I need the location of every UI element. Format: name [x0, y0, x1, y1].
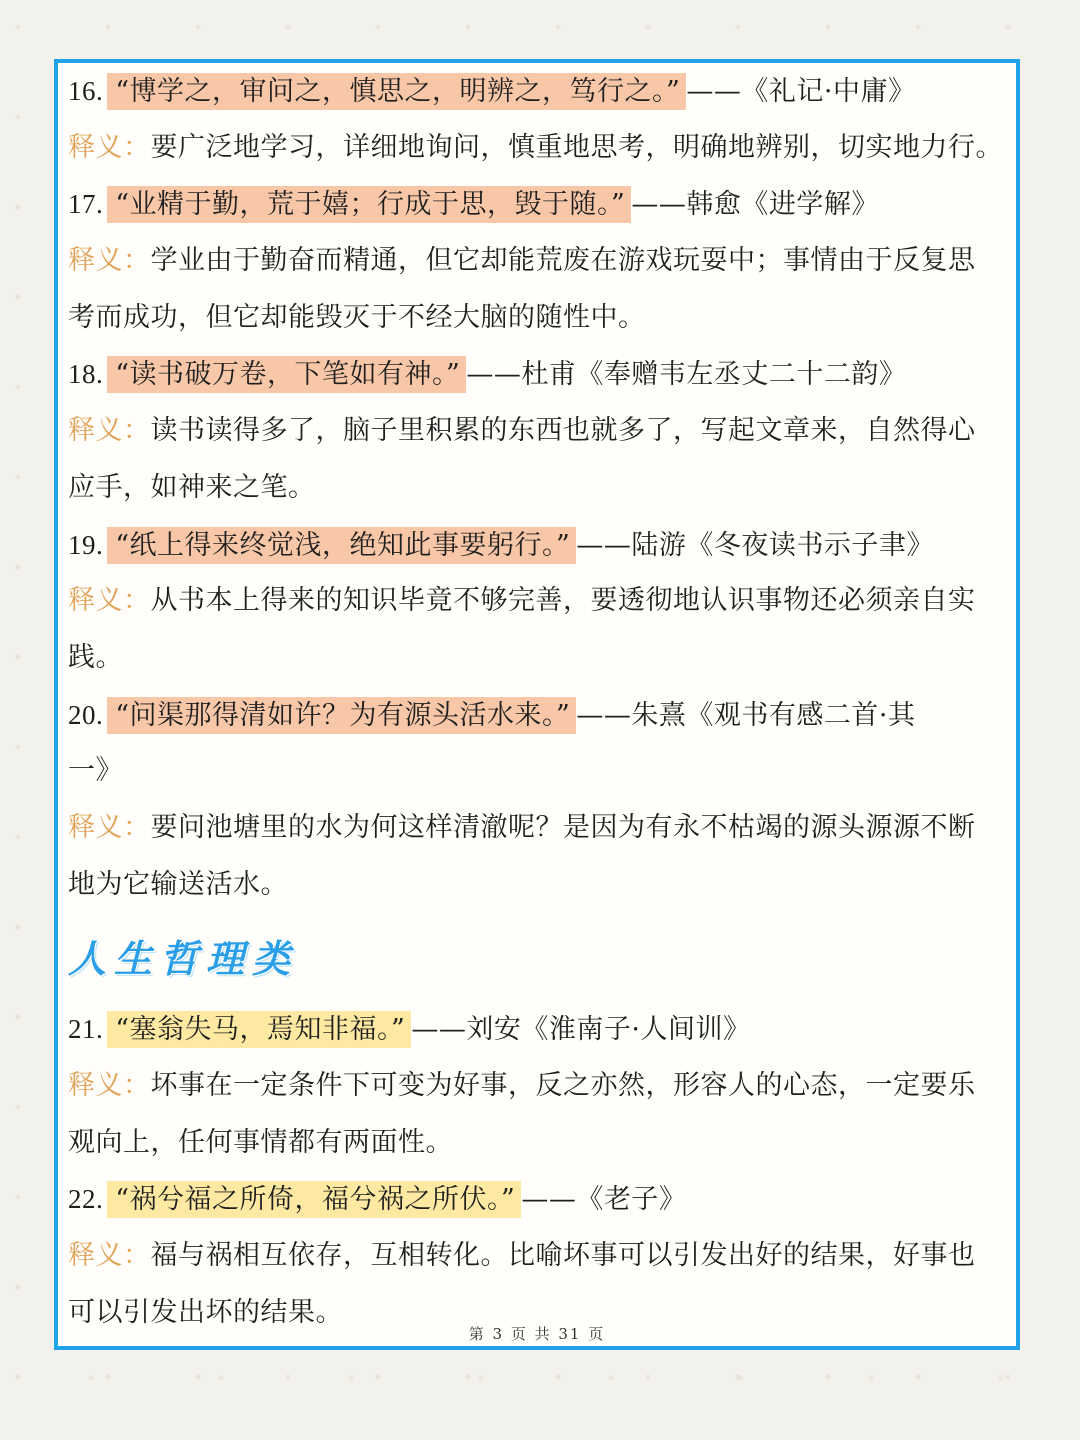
explanation-line [68, 460, 1010, 517]
explanation-line [68, 573, 1010, 630]
quote-highlight: “问渠那得清如许？为有源头活水来。” [107, 697, 576, 734]
explanation-text: 福与祸相互依存，互相转化。比喻坏事可以引发出好的结果，好事也 [150, 1240, 976, 1272]
quote-line-16 [68, 63, 1010, 120]
quote-highlight: “塞翁失马，焉知非福。” [107, 1011, 411, 1048]
explanation-line [68, 403, 1010, 460]
section-title: 人生哲理类 [68, 937, 299, 982]
quote-source: ——《老子》 [521, 1184, 687, 1216]
explanation-text: 应手，如神来之笔。 [68, 471, 316, 503]
explanation-text: 考而成功，但它却能毁灭于不经大脑的随性中。 [68, 301, 646, 333]
page-frame [54, 59, 1020, 1350]
explanation-line [68, 800, 1010, 857]
quote-highlight: “读书破万卷，下笔如有神。” [107, 356, 466, 393]
explanation-label: 释义： [68, 1070, 151, 1101]
explanation-line [68, 1058, 1010, 1115]
explanation-text: 要问池塘里的水为何这样清澈呢？是因为有永不枯竭的源头源源不断 [150, 811, 976, 843]
quote-source: ——刘安《淮南子·人间训》 [411, 1014, 751, 1046]
explanation-text: 观向上，任何事情都有两面性。 [68, 1126, 453, 1158]
explanation-text: 地为它输送活水。 [68, 868, 288, 900]
explanation-line [68, 1228, 1010, 1285]
page-content [68, 63, 1010, 1341]
quote-source: ——《礼记·中庸》 [686, 76, 916, 107]
entry-number: 19. [68, 529, 104, 560]
quote-highlight: “业精于勤，荒于嬉；行成于思，毁于随。” [107, 186, 631, 223]
quote-highlight: “博学之，审问之，慎思之，明辨之，笃行之。” [107, 73, 686, 110]
quote-line-17 [68, 176, 1010, 233]
quote-highlight: “祸兮福之所倚，福兮祸之所伏。” [107, 1181, 521, 1218]
explanation-label: 释义： [68, 245, 151, 277]
explanation-line [68, 857, 1010, 914]
quote-line-20 [68, 687, 1010, 744]
explanation-text: 学业由于勤奋而精通，但它却能荒废在游戏玩耍中；事情由于反复思 [150, 245, 976, 277]
explanation-line [68, 1115, 1010, 1172]
explanation-label: 释义： [68, 811, 151, 843]
quote-line-22 [68, 1171, 1010, 1228]
entry-number: 17. [68, 189, 104, 220]
quote-source: ——陆游《冬夜读书示子聿》 [576, 529, 934, 561]
entry-number: 16. [68, 76, 104, 106]
entry-number: 18. [68, 359, 104, 390]
explanation-line [68, 233, 1010, 290]
quote-line-18 [68, 346, 1010, 403]
quote-highlight: “纸上得来终觉浅，绝知此事要躬行。” [107, 527, 576, 564]
explanation-text: 可以引发出坏的结果。 [68, 1296, 343, 1328]
explanation-line [68, 630, 1010, 687]
explanation-text: 从书本上得来的知识毕竟不够完善，要透彻地认识事物还必须亲自实 [150, 585, 976, 617]
explanation-text: 读书读得多了，脑子里积累的东西也就多了，写起文章来，自然得心 [150, 415, 976, 447]
quote-source: ——韩愈《进学解》 [631, 189, 879, 221]
entry-number: 21. [68, 1014, 104, 1045]
explanation-label: 释义： [68, 415, 151, 447]
explanation-text: 要广泛地学习，详细地询问，慎重地思考，明确地辨别，切实地力行。 [150, 131, 1003, 163]
page-footer: 第 3 页 共 31 页 [468, 1325, 606, 1343]
explanation-line [68, 120, 1010, 177]
quote-source-continuation [68, 743, 1010, 800]
quote-source: ——杜甫《奉赠韦左丞丈二十二韵》 [466, 359, 907, 391]
explanation-text: 践。 [68, 641, 123, 673]
explanation-label: 释义： [68, 1240, 151, 1272]
quote-source: 一》 [68, 755, 123, 787]
entry-number: 20. [68, 699, 104, 730]
explanation-line [68, 290, 1010, 347]
quote-line-19 [68, 517, 1010, 574]
quote-line-21 [68, 1001, 1010, 1058]
entry-number: 22. [68, 1184, 104, 1215]
explanation-label: 释义： [68, 131, 151, 163]
explanation-text: 坏事在一定条件下可变为好事，反之亦然，形容人的心态，一定要乐 [150, 1070, 976, 1101]
quote-source: ——朱熹《观书有感二首·其 [576, 699, 916, 731]
explanation-label: 释义： [68, 585, 151, 617]
